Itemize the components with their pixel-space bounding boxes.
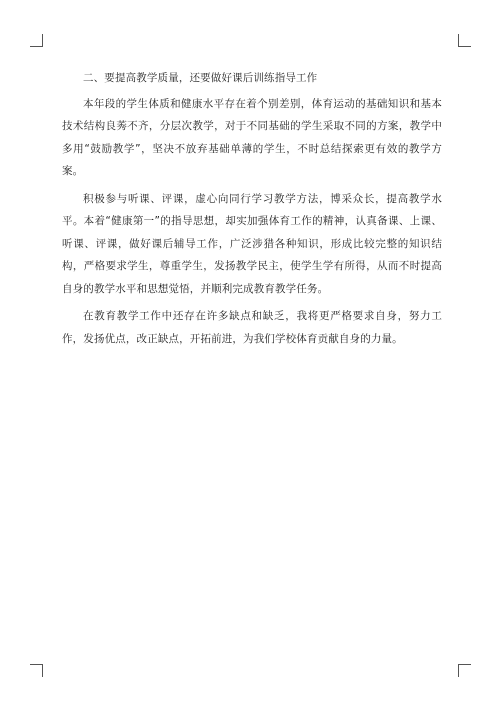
crop-mark-bottom-right: [458, 664, 471, 677]
paragraph-3: 在教育教学工作中还存在许多缺点和缺乏，我将更严格要求自身，努力工作，发扬优点，改正缺点，开拓前进，为我们学校体育贡献自身的力量。: [62, 310, 442, 345]
crop-mark-top-right: [458, 34, 471, 47]
paragraph-2: 积极参与听课、评课，虚心向同行学习教学方法，博采众长，提高教学水平。本着“健康第一”的指导思想，却实加强体育工作的精神，认真备课、上课、听课、评课，做好课后辅导工作，广泛涉猎各种知识，形成比较完整的知识结构，严格要求学生，尊重学生，发扬教学民主，使学生学有所得，从而不时提高自身的教学水平和思想觉悟，并顺利完成教育教学任务。: [62, 192, 442, 295]
document-body: [62, 67, 442, 355]
crop-mark-top-left: [30, 34, 43, 47]
crop-mark-bottom-left: [30, 664, 43, 677]
section-heading: 二、要提高教学质量，还要做好课后训练指导工作: [83, 72, 318, 84]
paragraph-1: 本年段的学生体质和健康水平存在着个别差别，体育运动的基础知识和基本技术结构良莠不齐，分层次教学，对于不同基础的学生采取不同的方案，教学中多用“鼓励教学”，坚决不放弃基础单薄的学生，不时总结探索更有效的教学方案。: [62, 97, 442, 177]
